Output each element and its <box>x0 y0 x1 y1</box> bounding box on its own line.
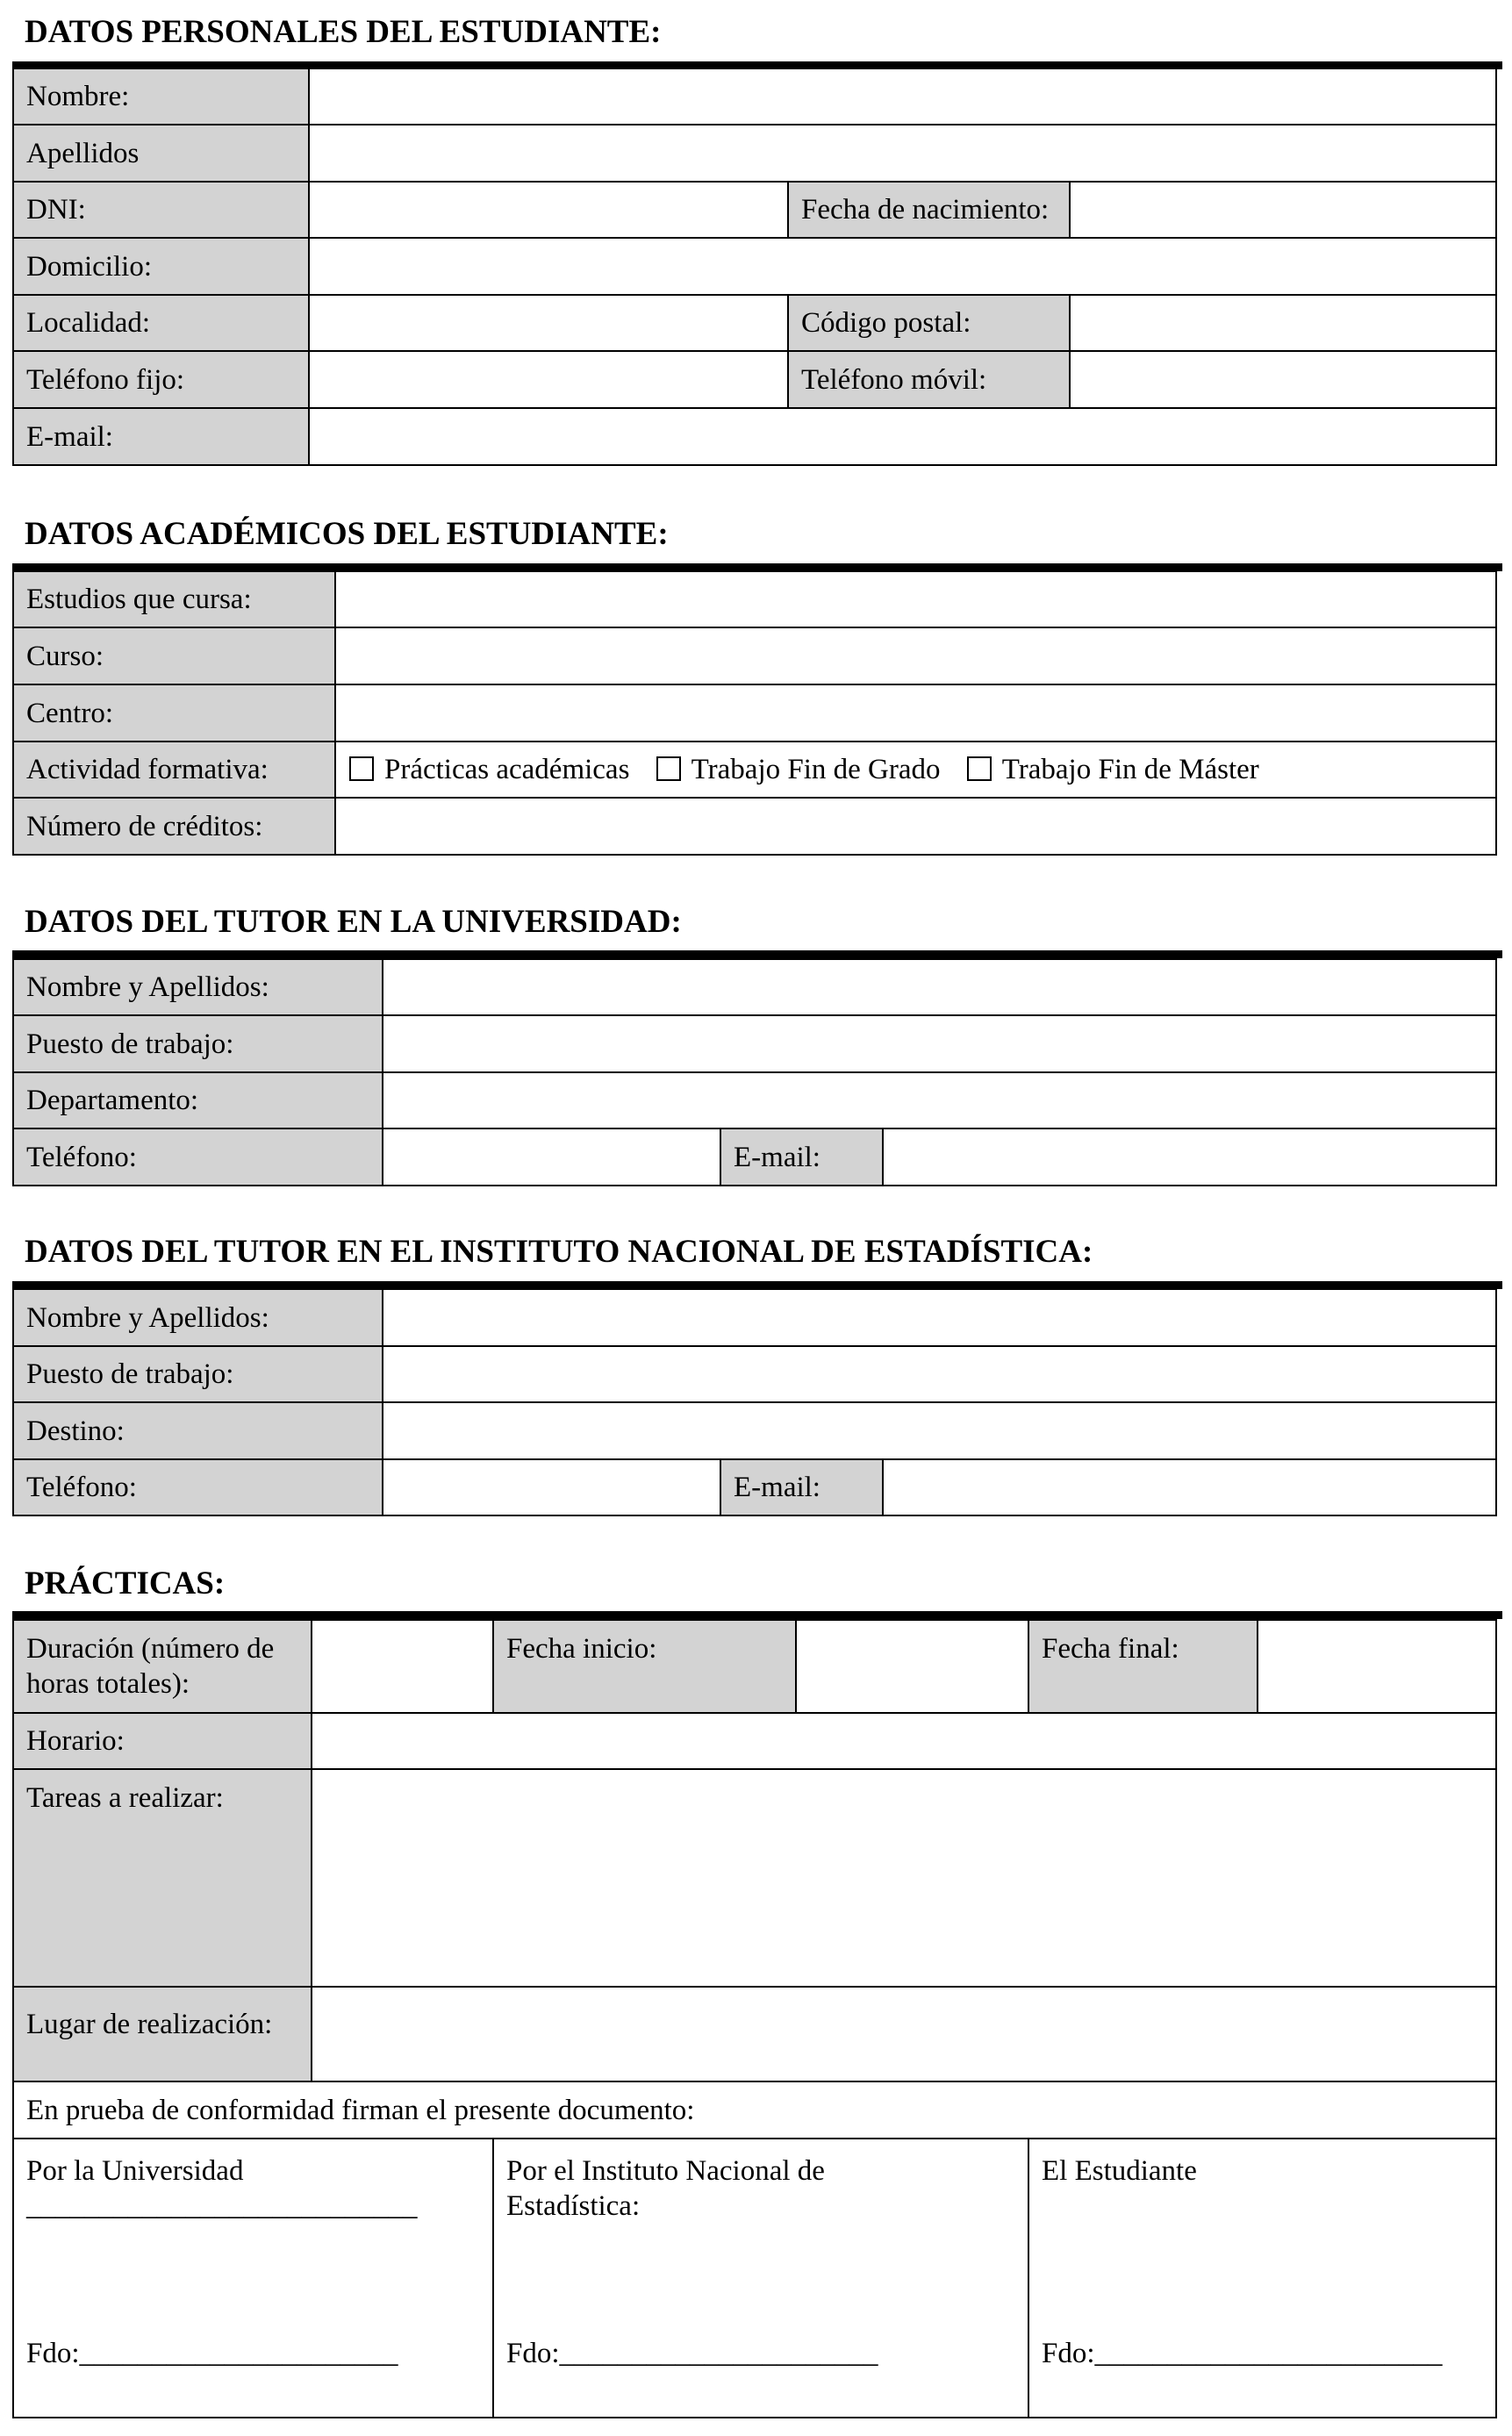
fdo-estudiante: Fdo:________________________ <box>1042 2338 1443 2369</box>
domicilio-field[interactable] <box>309 238 1496 295</box>
conformidad-text: En prueba de conformidad firman el presente documento: <box>13 2081 1496 2139</box>
creditos-field[interactable] <box>335 798 1496 855</box>
tutor-ine-puesto-label: Puesto de trabajo: <box>13 1346 383 1402</box>
signature-universidad[interactable] <box>13 2139 493 2418</box>
tareas-field[interactable] <box>312 1769 1496 1987</box>
tutor-uni-puesto-label: Puesto de trabajo: <box>13 1015 383 1072</box>
nombre-field[interactable] <box>309 68 1496 125</box>
actividad-options <box>335 742 1496 798</box>
email-label: E-mail: <box>13 408 309 465</box>
estudios-label: Estudios que cursa: <box>13 571 335 627</box>
checkbox-icon[interactable] <box>349 756 374 781</box>
tutor-uni-nombre-field[interactable] <box>383 959 1496 1015</box>
option-tfg[interactable]: Trabajo Fin de Grado <box>656 754 941 785</box>
tutor-ine-puesto-field[interactable] <box>383 1346 1496 1402</box>
fecha-final-field[interactable] <box>1258 1620 1496 1713</box>
fecha-inicio-field[interactable] <box>796 1620 1028 1713</box>
option-tfm[interactable]: Trabajo Fin de Máster <box>967 754 1259 785</box>
horario-label: Horario: <box>13 1713 312 1769</box>
telefono-movil-field[interactable] <box>1070 351 1496 408</box>
fecha-final-label: Fecha final: <box>1028 1620 1258 1713</box>
tutor-ine-nombre-field[interactable] <box>383 1289 1496 1346</box>
sig-universidad-label: Por la Universidad <box>26 2155 244 2187</box>
domicilio-label: Domicilio: <box>13 238 309 295</box>
tutor-uni-table <box>12 958 1497 1186</box>
telefono-fijo-label: Teléfono fijo: <box>13 351 309 408</box>
tutor-ine-nombre-label: Nombre y Apellidos: <box>13 1289 383 1346</box>
creditos-label: Número de créditos: <box>13 798 335 855</box>
localidad-field[interactable] <box>309 295 788 351</box>
sig-universidad-line: ___________________________ <box>26 2190 418 2222</box>
tareas-label: Tareas a realizar: <box>13 1769 312 1987</box>
codigo-postal-label: Código postal: <box>788 295 1070 351</box>
email-field[interactable] <box>309 408 1496 465</box>
section-rule <box>12 1611 1502 1619</box>
telefono-fijo-field[interactable] <box>309 351 788 408</box>
personal-data-table <box>12 68 1497 466</box>
academic-data-table <box>12 570 1497 856</box>
tutor-ine-telefono-field[interactable] <box>383 1459 720 1515</box>
localidad-label: Localidad: <box>13 295 309 351</box>
lugar-field[interactable] <box>312 1987 1496 2081</box>
tutor-uni-telefono-field[interactable] <box>383 1128 720 1186</box>
apellidos-label: Apellidos <box>13 125 309 182</box>
signature-estudiante[interactable] <box>1028 2139 1496 2418</box>
tutor-ine-destino-label: Destino: <box>13 1402 383 1459</box>
codigo-postal-field[interactable] <box>1070 295 1496 351</box>
telefono-movil-label: Teléfono móvil: <box>788 351 1070 408</box>
tutor-uni-telefono-label: Teléfono: <box>13 1128 383 1186</box>
checkbox-icon[interactable] <box>656 756 681 781</box>
fdo-universidad: Fdo:______________________ <box>26 2338 398 2369</box>
horario-field[interactable] <box>312 1713 1496 1769</box>
tutor-uni-departamento-label: Departamento: <box>13 1072 383 1128</box>
option-practicas[interactable]: Prácticas académicas <box>349 754 629 785</box>
tutor-uni-nombre-label: Nombre y Apellidos: <box>13 959 383 1015</box>
section-title-practicas: PRÁCTICAS: <box>25 1565 226 1601</box>
signature-ine[interactable] <box>493 2139 1028 2418</box>
actividad-label: Actividad formativa: <box>13 742 335 798</box>
curso-field[interactable] <box>335 627 1496 684</box>
tutor-ine-table <box>12 1288 1497 1516</box>
sig-estudiante-label: El Estudiante <box>1042 2155 1197 2187</box>
tutor-uni-puesto-field[interactable] <box>383 1015 1496 1072</box>
dni-field[interactable] <box>309 182 788 238</box>
fecha-nacimiento-field[interactable] <box>1070 182 1496 238</box>
centro-label: Centro: <box>13 684 335 742</box>
centro-field[interactable] <box>335 684 1496 742</box>
sig-ine-label: Por el Instituto Nacional de Estadística: <box>506 2155 825 2222</box>
tutor-ine-email-label: E-mail: <box>720 1459 883 1515</box>
tutor-uni-departamento-field[interactable] <box>383 1072 1496 1128</box>
tutor-uni-email-field[interactable] <box>883 1128 1496 1186</box>
dni-label: DNI: <box>13 182 309 238</box>
duracion-label: Duración (número de horas totales): <box>13 1620 312 1713</box>
estudios-field[interactable] <box>335 571 1496 627</box>
tutor-uni-email-label: E-mail: <box>720 1128 883 1186</box>
tutor-ine-email-field[interactable] <box>883 1459 1496 1515</box>
tutor-ine-destino-field[interactable] <box>383 1402 1496 1459</box>
section-title-personal: DATOS PERSONALES DEL ESTUDIANTE: <box>25 14 662 50</box>
tutor-ine-telefono-label: Teléfono: <box>13 1459 383 1515</box>
section-title-tutor-ine: DATOS DEL TUTOR EN EL INSTITUTO NACIONAL DE ESTADÍSTICA: <box>25 1234 1093 1270</box>
section-title-academic: DATOS ACADÉMICOS DEL ESTUDIANTE: <box>25 516 669 552</box>
fdo-ine: Fdo:______________________ <box>506 2338 878 2369</box>
fecha-nacimiento-label: Fecha de nacimiento: <box>788 182 1070 238</box>
apellidos-field[interactable] <box>309 125 1496 182</box>
practicas-table <box>12 1619 1497 2418</box>
duracion-field[interactable] <box>312 1620 493 1713</box>
nombre-label: Nombre: <box>13 68 309 125</box>
lugar-label: Lugar de realización: <box>13 1987 312 2081</box>
fecha-inicio-label: Fecha inicio: <box>493 1620 796 1713</box>
checkbox-icon[interactable] <box>967 756 992 781</box>
section-rule <box>12 950 1502 958</box>
section-title-tutor-uni: DATOS DEL TUTOR EN LA UNIVERSIDAD: <box>25 904 682 940</box>
curso-label: Curso: <box>13 627 335 684</box>
